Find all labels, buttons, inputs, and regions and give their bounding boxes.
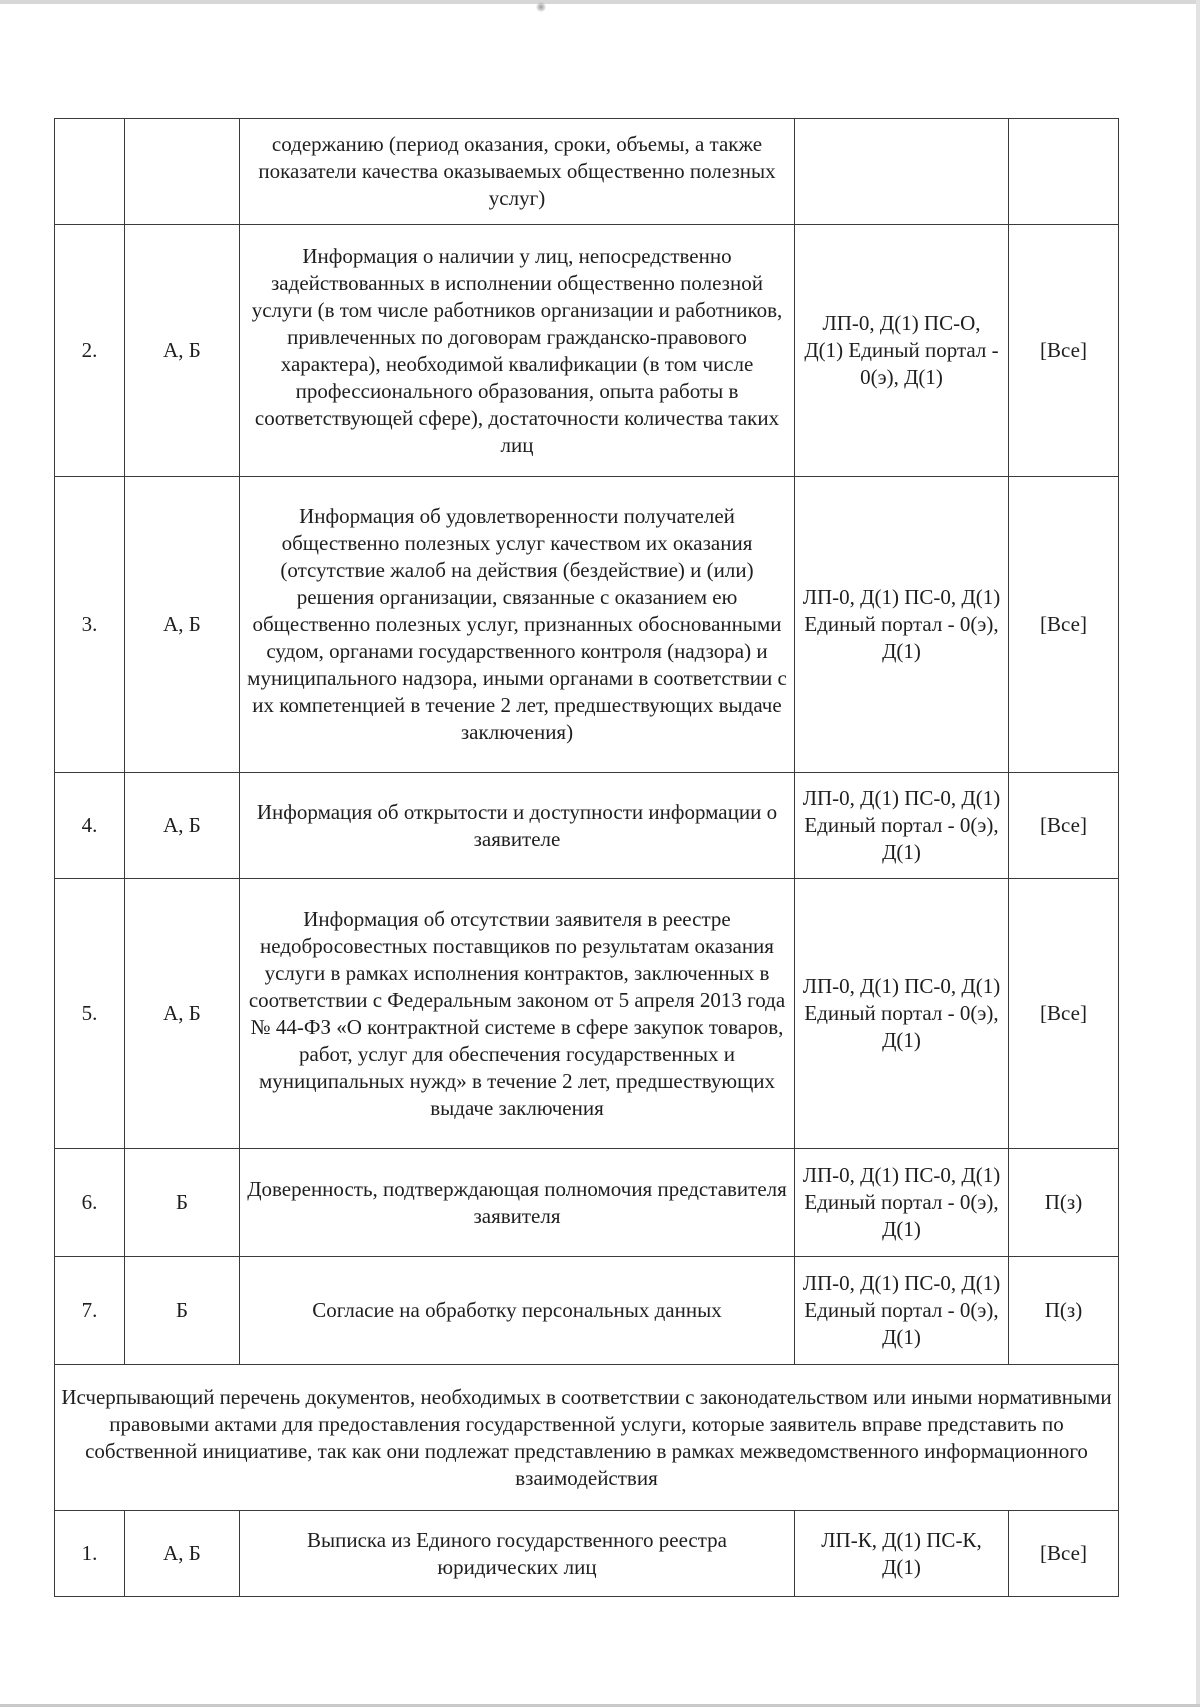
cell-form: ЛП-К, Д(1) ПС-К, Д(1) [795,1511,1009,1597]
table-row [55,1511,1119,1597]
scan-edge-right [1196,0,1200,1707]
section-heading-row [55,1365,1119,1511]
cell-stage: П(з) [1009,1257,1119,1365]
scan-smudge [536,2,546,12]
cell-category: А, Б [125,225,240,477]
cell-num: 4. [55,773,125,879]
cell-document-text: Информация об отсутствии заявителя в реестре недобросовестных поставщиков по результатам оказания услуги в рамках исполнения контрактов, заключенных в соответствии с Федеральным законом от 5 апреля 2013 года № 44-ФЗ «О контрактной системе в сфере закупок товаров, работ, услуг для обеспечения государственных и муниципальных нужд» в течение 2 лет, предшествующих выдаче заключения [240,879,795,1149]
documents-table [54,118,1119,1597]
table-row [55,1257,1119,1365]
section-heading: Исчерпывающий перечень документов, необходимых в соответствии с законодательством или иными нормативными правовыми актами для предоставления государственной услуги, которые заявитель вправе представить по собственной инициативе, так как они подлежат представлению в рамках межведомственного информационного взаимодействия [55,1365,1119,1511]
table-row [55,773,1119,879]
table-row [55,225,1119,477]
cell-stage: [Все] [1009,773,1119,879]
cell-form: ЛП-0, Д(1) ПС-0, Д(1) Единый портал - 0(э), Д(1) [795,1257,1009,1365]
cell-form: ЛП-0, Д(1) ПС-0, Д(1) Единый портал - 0(э), Д(1) [795,1149,1009,1257]
table-row [55,477,1119,773]
cell-num: 3. [55,477,125,773]
cell-stage: [Все] [1009,477,1119,773]
scan-edge-top [0,0,1200,4]
cell-category: А, Б [125,879,240,1149]
cell-form: ЛП-0, Д(1) ПС-0, Д(1) Единый портал - 0(э), Д(1) [795,773,1009,879]
cell-form: ЛП-0, Д(1) ПС-0, Д(1) Единый портал - 0(э), Д(1) [795,477,1009,773]
cell-stage: [Все] [1009,225,1119,477]
cell-category [125,119,240,225]
cell-document-text: Информация об удовлетворенности получателей общественно полезных услуг качеством их оказания (отсутствие жалоб на действия (бездействие) и (или) решения организации, связанные с оказанием ею общественно полезных услуг, признанных обоснованными судом, органами государственного контроля (надзора) и муниципального надзора, иными органами в соответствии с их компетенцией в течение 2 лет, предшествующих выдаче заключения) [240,477,795,773]
cell-num [55,119,125,225]
cell-stage: [Все] [1009,1511,1119,1597]
cell-stage [1009,119,1119,225]
cell-form: ЛП-0, Д(1) ПС-0, Д(1) Единый портал - 0(э), Д(1) [795,879,1009,1149]
cell-category: А, Б [125,773,240,879]
cell-num: 1. [55,1511,125,1597]
cell-document-text: Информация об открытости и доступности информации о заявителе [240,773,795,879]
cell-form: ЛП-0, Д(1) ПС-О, Д(1) Единый портал - 0(э), Д(1) [795,225,1009,477]
cell-num: 2. [55,225,125,477]
cell-document-text: содержанию (период оказания, сроки, объемы, а также показатели качества оказываемых общественно полезных услуг) [240,119,795,225]
cell-stage: П(з) [1009,1149,1119,1257]
cell-stage: [Все] [1009,879,1119,1149]
cell-document-text: Доверенность, подтверждающая полномочия представителя заявителя [240,1149,795,1257]
cell-document-text: Выписка из Единого государственного реестра юридических лиц [240,1511,795,1597]
cell-category: Б [125,1149,240,1257]
cell-num: 5. [55,879,125,1149]
table-row [55,879,1119,1149]
cell-category: Б [125,1257,240,1365]
cell-num: 6. [55,1149,125,1257]
cell-category: А, Б [125,1511,240,1597]
cell-form [795,119,1009,225]
cell-category: А, Б [125,477,240,773]
cell-num: 7. [55,1257,125,1365]
table-row-continuation [55,119,1119,225]
table-row [55,1149,1119,1257]
cell-document-text: Информация о наличии у лиц, непосредственно задействованных в исполнении общественно полезной услуги (в том числе работников организации и работников, привлеченных по договорам гражданско-правового характера), необходимой квалификации (в том числе профессионального образования, опыта работы в соответствующей сфере), достаточности количества таких лиц [240,225,795,477]
cell-document-text: Согласие на обработку персональных данных [240,1257,795,1365]
